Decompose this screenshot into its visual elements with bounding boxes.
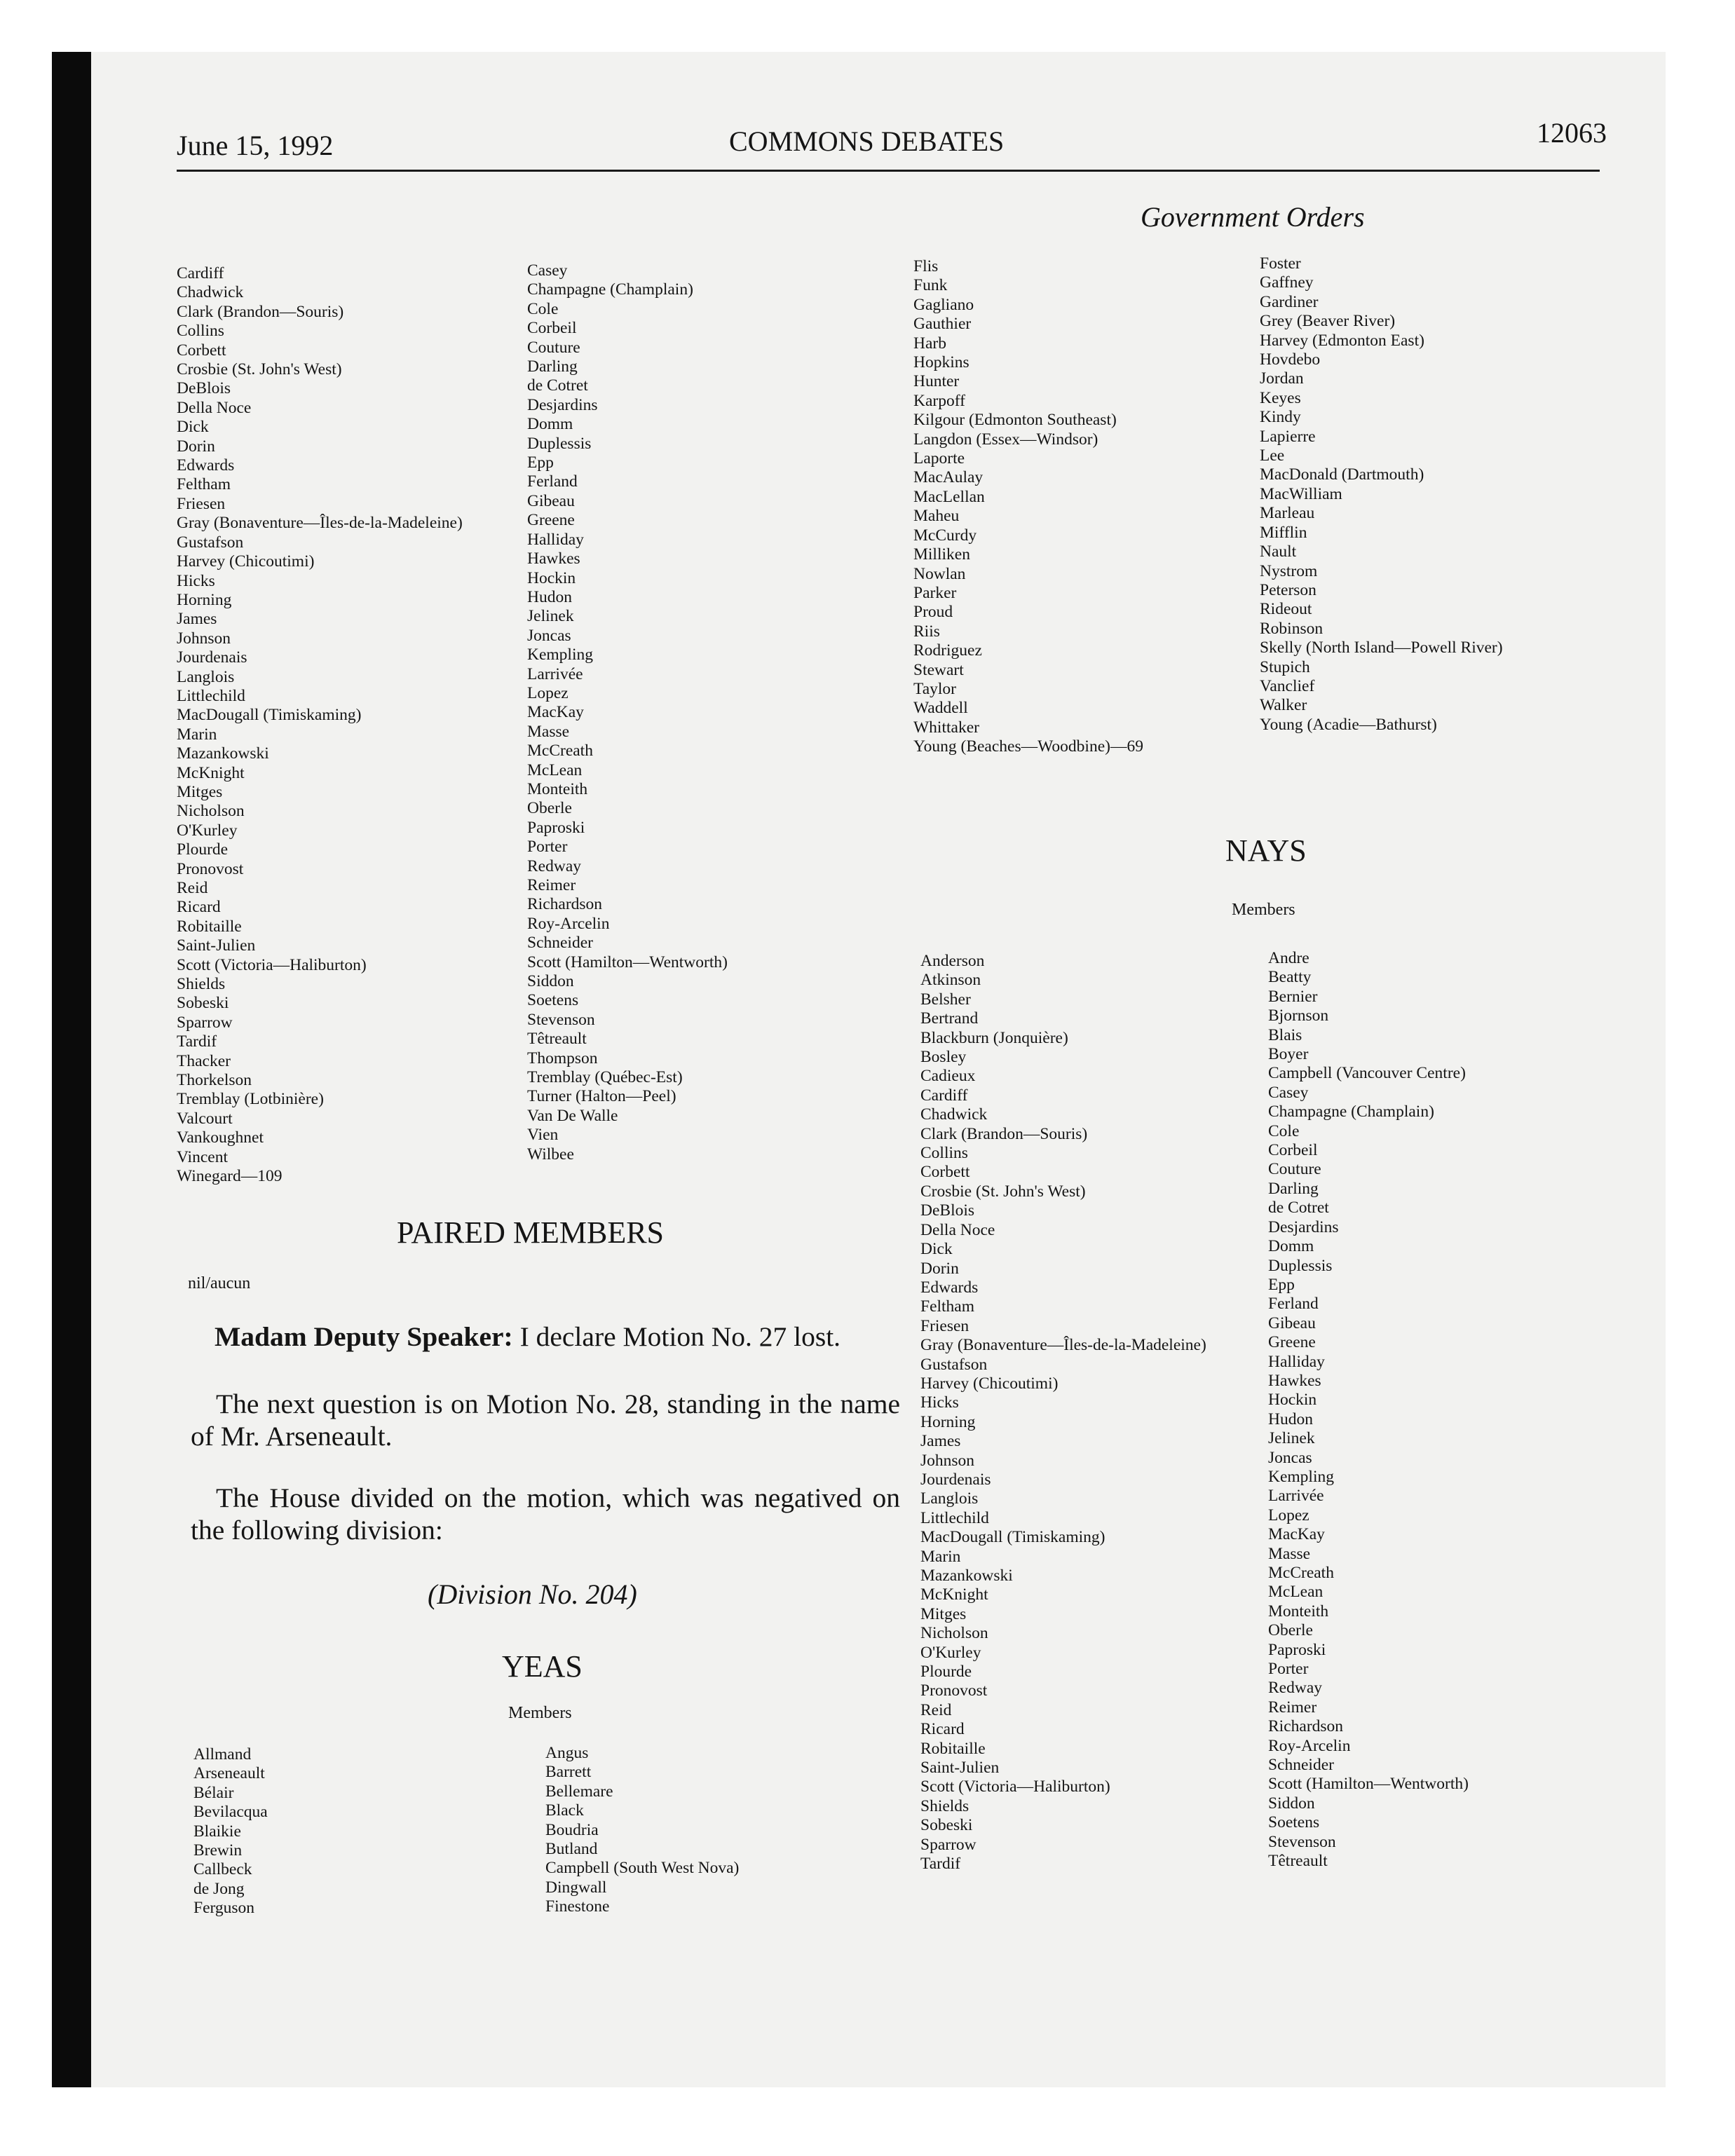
- member-name: Chadwick: [177, 283, 244, 302]
- member-name: Dorin: [920, 1259, 959, 1278]
- member-name: Tremblay (Lotbinière): [177, 1090, 324, 1109]
- member-name: Joncas: [1268, 1448, 1312, 1467]
- member-name: Gustafson: [920, 1355, 988, 1374]
- member-name: James: [920, 1432, 961, 1451]
- yeas-heading: YEAS: [502, 1649, 583, 1684]
- member-name: Boudria: [545, 1820, 599, 1839]
- member-name: Vincent: [177, 1147, 228, 1166]
- member-name: Têtreault: [1268, 1852, 1328, 1871]
- member-name: Ricard: [177, 898, 221, 917]
- member-name: Hudon: [1268, 1410, 1313, 1428]
- member-name: Stewart: [913, 660, 964, 679]
- member-name: Walker: [1260, 696, 1307, 715]
- member-name: Mazankowski: [177, 744, 269, 763]
- member-name: Valcourt: [177, 1109, 233, 1128]
- member-name: Plourde: [920, 1663, 972, 1681]
- member-name: Harvey (Chicoutimi): [920, 1374, 1059, 1393]
- member-name: Stupich: [1260, 657, 1310, 676]
- member-name: Scott (Victoria—Haliburton): [920, 1778, 1110, 1796]
- nays-heading: NAYS: [1225, 833, 1307, 868]
- member-name: Masse: [1268, 1544, 1311, 1563]
- section-title: Government Orders: [1141, 201, 1365, 233]
- member-name: Vanclief: [1260, 676, 1315, 695]
- member-name: Karpoff: [913, 391, 965, 410]
- member-name: Cardiff: [920, 1086, 968, 1105]
- member-name: Harvey (Chicoutimi): [177, 552, 315, 571]
- member-name: Redway: [1268, 1679, 1323, 1698]
- member-name: Dingwall: [545, 1878, 607, 1897]
- previous-division-list-2: [527, 261, 728, 1164]
- member-name: Brewin: [193, 1841, 243, 1860]
- member-name: Larrivée: [527, 664, 583, 683]
- member-name: Desjardins: [527, 395, 598, 414]
- member-name: Waddell: [913, 699, 968, 718]
- member-name: Campbell (Vancouver Centre): [1268, 1064, 1466, 1083]
- member-name: MacDougall (Timiskaming): [920, 1528, 1105, 1547]
- member-name: Atkinson: [920, 971, 981, 990]
- member-name: Stevenson: [527, 1010, 595, 1029]
- member-name: Plourde: [177, 840, 229, 859]
- member-name: Stevenson: [1268, 1832, 1336, 1851]
- member-name: Pronovost: [177, 859, 244, 878]
- member-name: Collins: [920, 1144, 968, 1163]
- member-name: Corbett: [920, 1163, 970, 1182]
- scan-edge-bar: [52, 52, 91, 2087]
- member-name: Reid: [177, 879, 208, 897]
- member-name: Thompson: [527, 1049, 598, 1067]
- member-name: Darling: [527, 357, 578, 376]
- member-name: Collins: [177, 322, 224, 341]
- member-name: Feltham: [920, 1297, 975, 1316]
- member-name: Blackburn (Jonquière): [920, 1028, 1068, 1047]
- member-name: Domm: [1268, 1237, 1314, 1256]
- member-name: Ricard: [920, 1720, 965, 1739]
- member-name: Thorkelson: [177, 1071, 252, 1090]
- member-name: de Cotret: [527, 376, 588, 395]
- member-name: Richardson: [1268, 1717, 1344, 1736]
- member-name: McCurdy: [913, 526, 977, 545]
- member-name: Casey: [527, 261, 568, 280]
- member-name: Nicholson: [920, 1624, 988, 1643]
- member-name: Tremblay (Québec-Est): [527, 1068, 683, 1087]
- member-name: Peterson: [1260, 580, 1316, 599]
- member-name: Corbeil: [1268, 1141, 1318, 1160]
- member-name: McCreath: [527, 742, 593, 760]
- member-name: Marin: [920, 1547, 961, 1566]
- member-name: Callbeck: [193, 1860, 252, 1879]
- member-name: Skelly (North Island—Powell River): [1260, 639, 1503, 657]
- member-name: Roy-Arcelin: [527, 914, 610, 933]
- member-name: Gaffney: [1260, 273, 1314, 292]
- member-name: Casey: [1268, 1083, 1309, 1102]
- member-name: Hopkins: [913, 353, 969, 372]
- paragraph-house-divided: The House divided on the motion, which was negatived on the following division:: [191, 1482, 900, 1546]
- member-name: Bellemare: [545, 1782, 613, 1801]
- member-name: Keyes: [1260, 388, 1301, 407]
- member-name: Paproski: [527, 818, 585, 837]
- member-name: Anderson: [920, 952, 985, 970]
- member-name: Ferland: [527, 472, 578, 491]
- member-name: Epp: [527, 453, 554, 472]
- member-name: Joncas: [527, 626, 571, 645]
- member-name: Crosbie (St. John's West): [177, 360, 342, 379]
- member-name: Johnson: [920, 1451, 975, 1470]
- member-name: O'Kurley: [177, 821, 238, 840]
- member-name: Monteith: [1268, 1602, 1329, 1621]
- member-name: Scott (Hamilton—Wentworth): [1268, 1775, 1469, 1794]
- member-name: Oberle: [527, 799, 572, 818]
- member-name: McLean: [527, 760, 583, 779]
- member-name: Masse: [527, 722, 570, 741]
- member-name: James: [177, 610, 217, 629]
- member-name: Siddon: [527, 972, 574, 991]
- member-name: Hunter: [913, 372, 960, 391]
- member-name: Young (Acadie—Bathurst): [1260, 715, 1437, 734]
- member-name: Dorin: [177, 437, 215, 456]
- member-name: Reid: [920, 1700, 952, 1719]
- member-name: Pronovost: [920, 1681, 988, 1700]
- speaker-statement: [215, 1321, 924, 1353]
- member-name: Friesen: [177, 494, 226, 513]
- member-name: Funk: [913, 276, 948, 295]
- member-name: Dick: [177, 418, 209, 437]
- member-name: Marin: [177, 725, 217, 744]
- member-name: Parker: [913, 583, 957, 602]
- member-name: Nystrom: [1260, 561, 1318, 580]
- member-name: Langlois: [920, 1489, 979, 1508]
- member-name: McKnight: [920, 1585, 988, 1604]
- member-name: McLean: [1268, 1583, 1324, 1602]
- member-name: MacWilliam: [1260, 484, 1342, 503]
- division-label: (Division No. 204): [428, 1578, 637, 1610]
- member-name: Nault: [1260, 543, 1297, 561]
- member-name: Soetens: [1268, 1813, 1320, 1832]
- member-name: Richardson: [527, 895, 603, 914]
- member-name: Schneider: [527, 934, 593, 953]
- member-name: Jelinek: [527, 607, 574, 626]
- member-name: Saint-Julien: [177, 936, 256, 955]
- header-date: June 15, 1992: [177, 130, 334, 161]
- member-name: Allmand: [193, 1745, 252, 1763]
- member-name: Gibeau: [527, 491, 575, 510]
- member-name: Rodriguez: [913, 641, 982, 660]
- member-name: Langdon (Essex—Windsor): [913, 430, 1098, 449]
- member-name: Edwards: [920, 1278, 979, 1297]
- yeas-subheading: Members: [508, 1704, 572, 1722]
- member-name: Lee: [1260, 446, 1285, 465]
- member-name: Maheu: [913, 507, 960, 526]
- member-name: Roy-Arcelin: [1268, 1736, 1351, 1755]
- member-name: Halliday: [1268, 1352, 1325, 1371]
- member-name: Duplessis: [527, 434, 592, 453]
- member-name: Tardif: [177, 1032, 217, 1051]
- member-name: Greene: [1268, 1333, 1316, 1352]
- member-name: Redway: [527, 857, 582, 875]
- member-name: Friesen: [920, 1316, 969, 1335]
- member-name: O'Kurley: [920, 1643, 981, 1662]
- member-name: Angus: [545, 1744, 589, 1762]
- member-name: DeBlois: [177, 379, 231, 398]
- member-name: de Jong: [193, 1879, 245, 1898]
- member-name: Duplessis: [1268, 1256, 1333, 1275]
- member-name: Bernier: [1268, 987, 1318, 1006]
- member-name: Della Noce: [920, 1220, 995, 1239]
- member-name: Grey (Beaver River): [1260, 312, 1396, 331]
- member-name: Saint-Julien: [920, 1759, 1000, 1778]
- member-name: Horning: [920, 1412, 976, 1431]
- member-name: Taylor: [913, 679, 956, 698]
- nays-list-1: [920, 952, 1206, 1874]
- member-name: Arseneault: [193, 1764, 265, 1783]
- member-name: Mifflin: [1260, 523, 1307, 542]
- member-name: Beatty: [1268, 968, 1312, 987]
- member-name: Jelinek: [1268, 1429, 1315, 1448]
- member-name: Gustafson: [177, 533, 244, 552]
- member-name: Bertrand: [920, 1009, 979, 1028]
- member-name: Mitges: [177, 782, 223, 801]
- member-name: Kempling: [1268, 1467, 1334, 1486]
- member-name: Vankoughnet: [177, 1128, 264, 1147]
- member-name: Flis: [913, 257, 939, 275]
- member-name: Bevilacqua: [193, 1803, 268, 1822]
- member-name: Littlechild: [920, 1508, 989, 1527]
- member-name: Porter: [527, 838, 568, 857]
- member-name: Andre: [1268, 949, 1309, 967]
- member-name: Milliken: [913, 545, 970, 564]
- member-name: Cole: [1268, 1121, 1300, 1140]
- member-name: Corbett: [177, 341, 226, 360]
- member-name: Clark (Brandon—Souris): [177, 302, 344, 321]
- member-name: Gardiner: [1260, 292, 1319, 311]
- member-name: Soetens: [527, 991, 579, 1010]
- member-name: Blaikie: [193, 1822, 241, 1841]
- yeas-list-2: [545, 1744, 739, 1917]
- member-name: Couture: [1268, 1160, 1321, 1179]
- member-name: Gray (Bonaventure—Îles-de-la-Madeleine): [920, 1336, 1206, 1355]
- member-name: Laporte: [913, 449, 965, 468]
- member-name: Hicks: [177, 571, 215, 590]
- member-name: Hockin: [1268, 1391, 1317, 1410]
- member-name: Mazankowski: [920, 1567, 1013, 1585]
- member-name: Lapierre: [1260, 427, 1316, 446]
- member-name: Couture: [527, 338, 580, 357]
- member-name: Gibeau: [1268, 1314, 1316, 1332]
- member-name: Sparrow: [177, 1013, 233, 1032]
- member-name: Corbeil: [527, 319, 577, 338]
- member-name: Paproski: [1268, 1640, 1326, 1659]
- member-name: Rideout: [1260, 600, 1312, 619]
- member-name: Cardiff: [177, 264, 224, 282]
- member-name: Boyer: [1268, 1045, 1309, 1064]
- member-name: Robitaille: [920, 1739, 986, 1758]
- member-name: Champagne (Champlain): [527, 280, 693, 299]
- member-name: Campbell (South West Nova): [545, 1859, 740, 1878]
- member-name: Monteith: [527, 779, 588, 798]
- member-name: Shields: [177, 975, 226, 994]
- member-name: Halliday: [527, 530, 584, 549]
- member-name: de Cotret: [1268, 1199, 1329, 1217]
- member-name: Feltham: [177, 475, 231, 494]
- member-name: Whittaker: [913, 718, 979, 737]
- member-name: Horning: [177, 590, 232, 609]
- member-name: Van De Walle: [527, 1106, 618, 1125]
- member-name: Lopez: [527, 683, 569, 702]
- member-name: Hovdebo: [1260, 350, 1321, 369]
- member-name: Nowlan: [913, 564, 966, 583]
- member-name: Ferguson: [193, 1899, 255, 1918]
- member-name: Littlechild: [177, 686, 245, 705]
- member-name: Thacker: [177, 1051, 231, 1070]
- member-name: Butland: [545, 1840, 598, 1859]
- member-name: Ferland: [1268, 1295, 1319, 1314]
- paired-members-heading: PAIRED MEMBERS: [397, 1215, 665, 1250]
- member-name: Marleau: [1260, 504, 1315, 523]
- member-name: Foster: [1260, 254, 1301, 273]
- member-name: Reimer: [527, 876, 576, 894]
- member-name: Siddon: [1268, 1794, 1315, 1813]
- member-name: Larrivée: [1268, 1487, 1324, 1506]
- member-name: Hawkes: [527, 550, 580, 568]
- member-name: MacDonald (Dartmouth): [1260, 465, 1424, 484]
- member-name: Chadwick: [920, 1105, 988, 1124]
- member-name: Reimer: [1268, 1698, 1317, 1717]
- header-page-number: 12063: [1537, 117, 1607, 149]
- member-name: Clark (Brandon—Souris): [920, 1124, 1088, 1143]
- member-name: Proud: [913, 603, 953, 622]
- speaker-text: I declare Motion No. 27 lost.: [512, 1321, 841, 1352]
- member-name: Darling: [1268, 1179, 1319, 1198]
- member-name: DeBlois: [920, 1201, 975, 1220]
- member-name: Bélair: [193, 1783, 234, 1802]
- member-name: Crosbie (St. John's West): [920, 1182, 1086, 1201]
- member-name: Schneider: [1268, 1756, 1334, 1775]
- member-name: Tardif: [920, 1855, 961, 1874]
- member-name: Kilgour (Edmonton Southeast): [913, 411, 1117, 430]
- member-name: Mitges: [920, 1604, 967, 1623]
- member-name: Dick: [920, 1240, 953, 1259]
- member-name: Porter: [1268, 1660, 1309, 1679]
- member-name: Gagliano: [913, 295, 974, 314]
- member-name: Bosley: [920, 1048, 967, 1067]
- member-name: Nicholson: [177, 802, 245, 821]
- header-rule: [177, 170, 1600, 172]
- member-name: Jourdenais: [920, 1470, 991, 1489]
- member-name: Champagne (Champlain): [1268, 1103, 1434, 1121]
- previous-division-list-1: [177, 264, 463, 1187]
- yeas-list-1: [193, 1745, 268, 1918]
- member-name: Sobeski: [177, 994, 229, 1013]
- member-name: Sobeski: [920, 1816, 973, 1835]
- member-name: Hicks: [920, 1393, 959, 1412]
- member-name: Sparrow: [920, 1835, 977, 1854]
- member-name: Edwards: [177, 456, 235, 475]
- member-name: Têtreault: [527, 1030, 587, 1049]
- member-name: Robitaille: [177, 917, 242, 936]
- member-name: Vien: [527, 1126, 559, 1145]
- member-name: Gray (Bonaventure—Îles-de-la-Madeleine): [177, 514, 463, 533]
- member-name: Belsher: [920, 990, 971, 1009]
- member-name: Blais: [1268, 1025, 1302, 1044]
- nays-subheading: Members: [1232, 901, 1295, 919]
- member-name: McKnight: [177, 763, 245, 782]
- member-name: Finestone: [545, 1897, 610, 1916]
- member-name: Robinson: [1260, 619, 1324, 638]
- member-name: Hawkes: [1268, 1371, 1321, 1390]
- member-name: MacKay: [527, 703, 584, 722]
- member-name: Greene: [527, 511, 575, 530]
- member-name: Johnson: [177, 629, 231, 648]
- member-name: Lopez: [1268, 1506, 1309, 1524]
- member-name: MacLellan: [913, 487, 985, 506]
- member-name: Turner (Halton—Peel): [527, 1087, 676, 1106]
- member-name: Cadieux: [920, 1067, 976, 1086]
- member-name: Hockin: [527, 568, 576, 587]
- member-name: Cole: [527, 299, 559, 318]
- member-name: MacDougall (Timiskaming): [177, 706, 362, 725]
- member-name: Young (Beaches—Woodbine)—69: [913, 737, 1143, 756]
- paired-members-value: nil/aucun: [188, 1274, 251, 1292]
- member-name: Harvey (Edmonton East): [1260, 331, 1424, 350]
- member-name: Shields: [920, 1796, 969, 1815]
- member-name: Desjardins: [1268, 1217, 1339, 1236]
- nays-list-2: [1268, 949, 1469, 1871]
- paragraph-next-question: The next question is on Motion No. 28, standing in the name of Mr. Arseneault.: [191, 1389, 900, 1452]
- member-name: Kindy: [1260, 408, 1301, 427]
- member-name: Oberle: [1268, 1621, 1313, 1640]
- member-name: Jordan: [1260, 369, 1304, 388]
- yeas-list-4: [1260, 254, 1503, 735]
- member-name: Bjornson: [1268, 1007, 1329, 1025]
- member-name: MacKay: [1268, 1525, 1325, 1544]
- member-name: Epp: [1268, 1275, 1295, 1294]
- member-name: Harb: [913, 334, 946, 353]
- member-name: Riis: [913, 622, 940, 641]
- member-name: MacAulay: [913, 468, 984, 487]
- speaker-name: Madam Deputy Speaker:: [215, 1321, 513, 1352]
- member-name: McCreath: [1268, 1564, 1334, 1582]
- member-name: Hudon: [527, 587, 572, 606]
- yeas-list-3: [913, 257, 1143, 757]
- member-name: Langlois: [177, 667, 235, 686]
- member-name: Domm: [527, 415, 573, 434]
- member-name: Della Noce: [177, 398, 252, 417]
- member-name: Winegard—109: [177, 1167, 283, 1186]
- member-name: Black: [545, 1801, 584, 1820]
- member-name: Wilbee: [527, 1145, 574, 1164]
- member-name: Scott (Victoria—Haliburton): [177, 955, 367, 974]
- member-name: Barrett: [545, 1763, 592, 1782]
- member-name: Jourdenais: [177, 648, 247, 667]
- member-name: Gauthier: [913, 315, 972, 334]
- member-name: Scott (Hamilton—Wentworth): [527, 953, 728, 971]
- header-publication: COMMONS DEBATES: [729, 125, 1005, 157]
- member-name: Kempling: [527, 646, 593, 664]
